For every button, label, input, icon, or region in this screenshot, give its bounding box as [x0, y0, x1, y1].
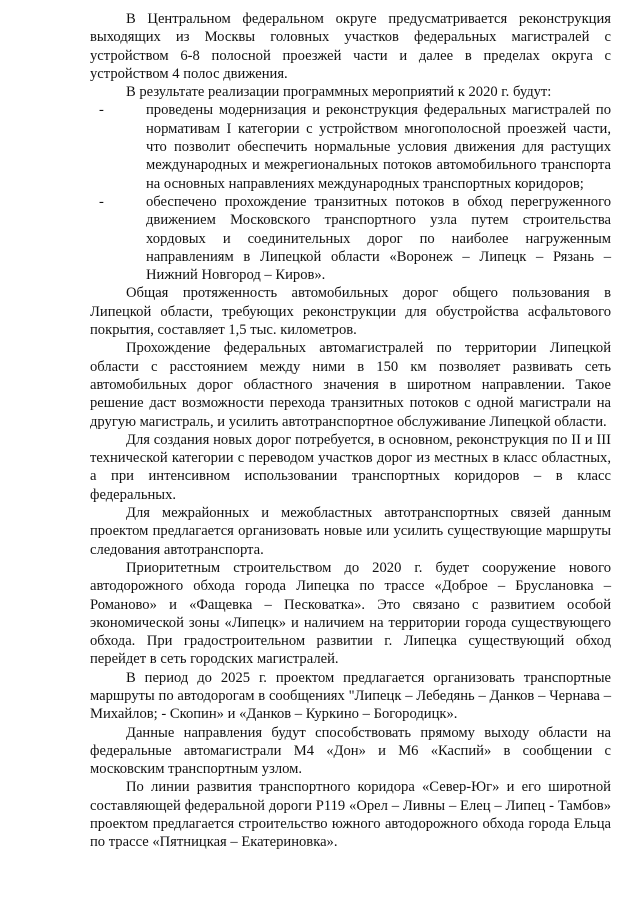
- document-body: [90, 10, 611, 852]
- body-paragraph: Прохождение федеральных автомагистралей по территории Липецкой области с расстоянием между ними в 150 км позволяет развивать сеть автомобильных дорог областного значения в широтном направлении. Такое решение даст возможности перехода транзитных потоков с одной магистрали на другую магистраль, и усилить автотранспортное обслуживание Липецкой области.: [90, 340, 611, 430]
- bullet-dash: -: [99, 193, 104, 210]
- bullet-dash: -: [99, 102, 104, 119]
- body-paragraph: Приоритетным строительством до 2020 г. будет сооружение нового автодорожного обхода города Липецка по трассе «Доброе – Бруслановка – Романово» и «Фащевка – Песковатка». Это связано с развитием особой экономической зоны «Липецк» и наличием на территории города существующего обхода. При градостроительном развитии г. Липецка существующий обход перейдет в сеть городских магистралей.: [90, 559, 611, 668]
- results-bullet-list: [90, 101, 611, 284]
- intro-paragraph: В Центральном федеральном округе предусматривается реконструкция выходящих из Москвы головных участков федеральных магистралей с устройством 6-8 полосной проезжей части и далее в пределах округа с устройством 4 полос движения.: [90, 11, 611, 82]
- bullet-text: проведены модернизация и реконструкция федеральных магистралей по нормативам I категории с устройством многополосной проезжей части, что позволит обеспечить нормальные условия движения для растущих международных и межрегиональных потоков автомобильного транспорта на основных направлениях международных транспортных коридоров;: [146, 102, 611, 192]
- body-paragraph: В период до 2025 г. проектом предлагается организовать транспортные маршруты по автодорогам в сообщениях "Липецк – Лебедянь – Данков – Чернава – Михайлов; - Скопин» и «Данков – Куркино – Богородицк».: [90, 669, 611, 723]
- body-paragraph: Для создания новых дорог потребуется, в основном, реконструкция по II и III технической категории с переводом участков дорог из местных в класс областных, а при интенсивном использовании транспортных коридоров – в класс федеральных.: [90, 431, 611, 503]
- bullet-text: обеспечено прохождение транзитных потоков в обход перегруженного движением Московского транспортного узла путем строительства хордовых и соединительных дорог по наиболее нагруженным направлениям в Липецкой области «Воронеж – Липецк – Рязань – Нижний Новгород – Киров».: [146, 193, 611, 284]
- results-lead-paragraph: В результате реализации программных мероприятий к 2020 г. будут:: [126, 84, 552, 101]
- bullet-item: [90, 193, 611, 284]
- body-paragraph: По линии развития транспортного коридора «Север-Юг» и его широтной составляющей федеральной дороги Р119 «Орел – Ливны – Елец – Липец - Тамбов» проектом предлагается строительство южного автодорожного обхода города Ельца по трассе «Пятницкая – Екатериновка».: [90, 779, 611, 851]
- body-paragraph: Общая протяженность автомобильных дорог общего пользования в Липецкой области, требующих реконструкции для обустройства асфальтового покрытия, составляет 1,5 тыс. километров.: [90, 285, 611, 339]
- body-paragraph: Данные направления будут способствовать прямому выходу области на федеральные автомагистрали М4 «Дон» и М6 «Каспий» в сообщении с московским транспортным узлом.: [90, 724, 611, 778]
- bullet-item: [90, 101, 611, 192]
- body-paragraph: Для межрайонных и межобластных автотранспортных связей данным проектом предлагается организовать новые или усилить существующие маршруты следования автотранспорта.: [90, 505, 611, 558]
